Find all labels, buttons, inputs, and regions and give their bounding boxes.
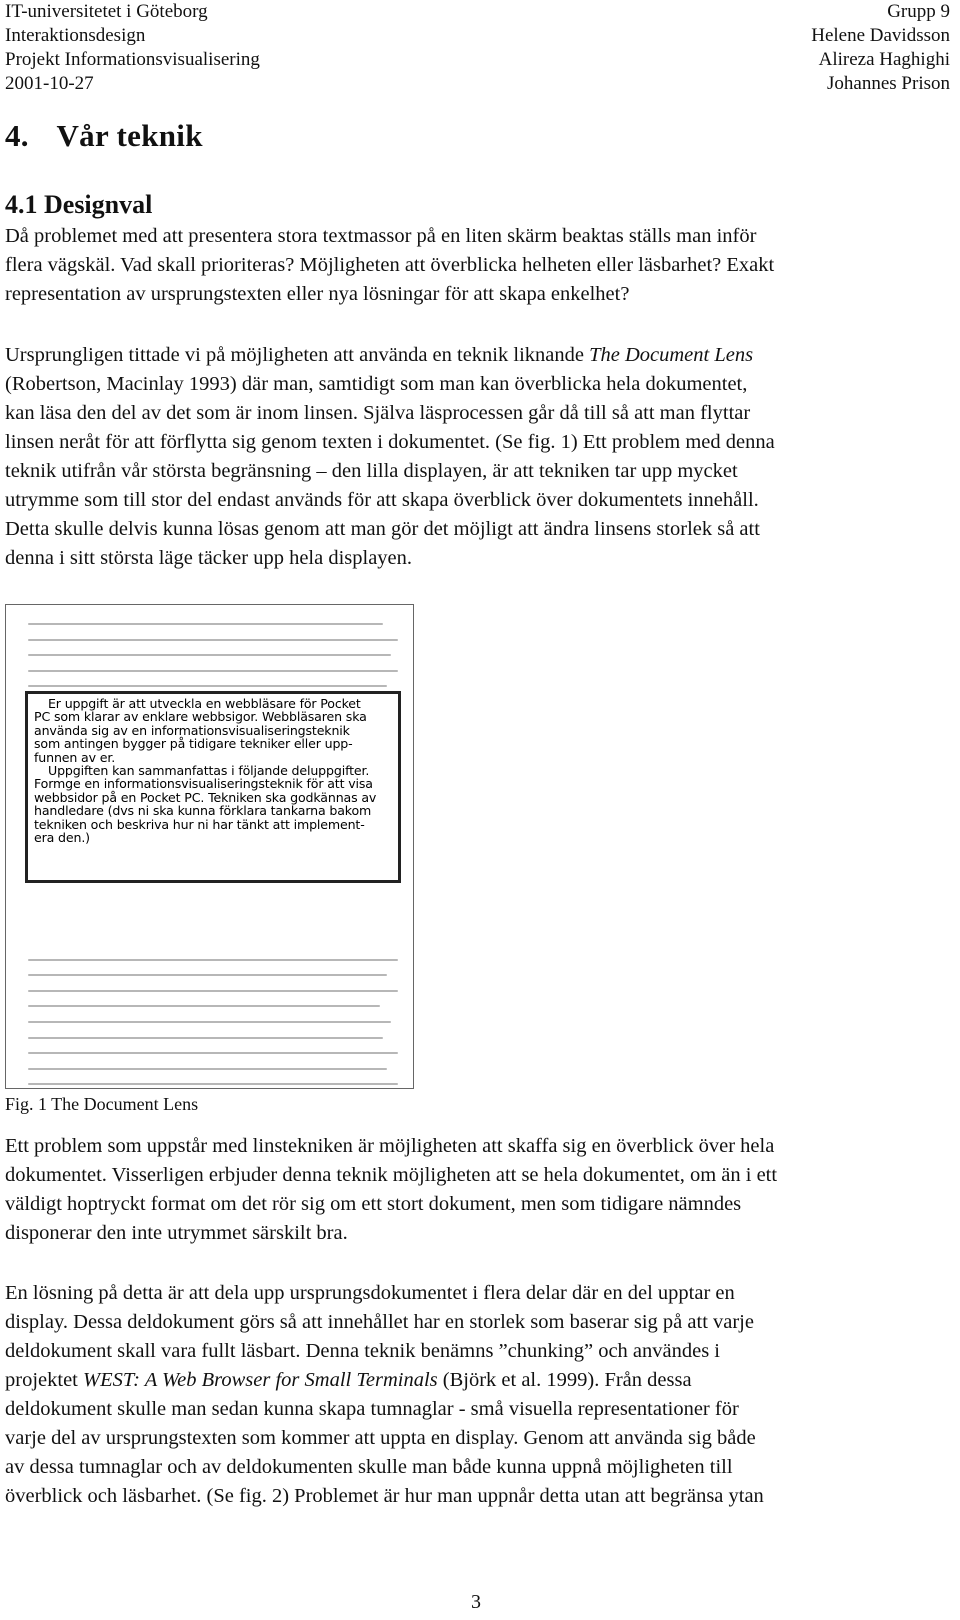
paragraph-chunking bbox=[5, 1279, 945, 1511]
lens-line: Uppgiften kan sammanfattas i följande deluppgifter. bbox=[48, 763, 370, 779]
header-author-1: Helene Davidsson bbox=[811, 25, 950, 46]
lens-line: Formge en informationsvisualiseringsteknik för att visa bbox=[34, 776, 373, 792]
text-run: Ursprungligen tittade vi på möjligheten att använda en teknik liknande bbox=[5, 344, 590, 366]
paragraph-lens-problem bbox=[5, 1132, 945, 1248]
text-line: En lösning på detta är att dela upp ursprungsdokumentet i flera delar där en del upptar en bbox=[5, 1282, 735, 1304]
text-line bbox=[5, 341, 945, 370]
header-author-2: Alireza Haghighi bbox=[818, 49, 950, 70]
lens-line: era den.) bbox=[34, 830, 90, 846]
text-line: representation av ursprungstexten eller nya lösningar för att skapa enkelhet? bbox=[5, 283, 630, 305]
text-line: överblick och läsbarhet. (Se fig. 2) Problemet är hur man uppnår detta utan att begränsa ytan bbox=[5, 1485, 764, 1507]
text-run: projektet bbox=[5, 1369, 83, 1391]
lens-line: tekniken och beskriva hur ni har tänkt att implement- bbox=[34, 816, 365, 832]
lens-line: som antingen bygger på tidigare tekniker eller upp- bbox=[34, 736, 353, 752]
text-line: disponerar den inte utrymmet särskilt bra. bbox=[5, 1222, 348, 1244]
text-line: denna i sitt största läge täcker upp hela displayen. bbox=[5, 547, 413, 569]
header-program: Interaktionsdesign bbox=[5, 25, 146, 46]
text-line: av dessa tumnaglar och av deldokumenten skulle man både kunna uppnå möjligheten till bbox=[5, 1456, 733, 1478]
header-author-3: Johannes Prison bbox=[827, 73, 950, 94]
text-line: varje del av ursprungstexten som kommer att uppta en display. Genom att använda sig både bbox=[5, 1427, 756, 1449]
lens-line: handledare (dvs ni ska kunna förklara tankarna bakom bbox=[34, 803, 372, 819]
header-date: 2001-10-27 bbox=[5, 73, 94, 94]
page-number: 3 bbox=[471, 1591, 481, 1613]
header-group: Grupp 9 bbox=[887, 1, 950, 22]
text-line: dokumentet. Visserligen erbjuder denna teknik möjligheten att se hela dokumentet, om än i ett bbox=[5, 1164, 778, 1186]
paragraph-intro bbox=[5, 222, 945, 309]
text-line: deldokument skulle man sedan kunna skapa tumnaglar - små visuella representationer för bbox=[5, 1398, 739, 1420]
section-heading bbox=[5, 118, 203, 154]
header-project: Projekt Informationsvisualisering bbox=[5, 49, 260, 70]
figure-caption: Fig. 1 The Document Lens bbox=[5, 1094, 199, 1114]
text-run: (Björk et al. 1999). Från dessa bbox=[437, 1369, 692, 1391]
lens-line: PC som klarar av enklare webbsigor. Webbläsaren ska bbox=[34, 709, 367, 725]
header-left bbox=[5, 0, 260, 96]
lens-line: Er uppgift är att utveckla en webbläsare för Pocket bbox=[48, 696, 361, 711]
section-number: 4. bbox=[5, 118, 29, 153]
text-line bbox=[5, 1366, 945, 1395]
subsection-heading: 4.1 Designval bbox=[5, 190, 153, 219]
document-lens-title: The Document Lens bbox=[589, 344, 754, 366]
text-line: Då problemet med att presentera stora textmassor på en liten skärm beaktas ställs man inför bbox=[5, 225, 757, 247]
text-line: display. Dessa deldokument görs så att innehållet har en storlek som baserar sig på att varje bbox=[5, 1311, 754, 1333]
lens-line: webbsidor på en Pocket PC. Tekniken ska godkännas av bbox=[34, 789, 377, 805]
paragraph-document-lens bbox=[5, 341, 945, 573]
text-line: deldokument skall vara fullt läsbart. Denna teknik benämns ”chunking” och användes i bbox=[5, 1340, 721, 1362]
text-line: teknik utifrån vår största begränsning – den lilla displayen, är att tekniken tar upp mycket bbox=[5, 460, 738, 482]
lens-viewport bbox=[25, 691, 401, 883]
header-university: IT-universitetet i Göteborg bbox=[5, 1, 208, 22]
header-right bbox=[811, 0, 950, 96]
lens-line: funnen av er. bbox=[34, 749, 116, 765]
text-line: Ett problem som uppstår med linstekniken är möjligheten att skaffa sig en överblick över hela bbox=[5, 1135, 775, 1157]
west-project-title: WEST: A Web Browser for Small Terminals bbox=[83, 1369, 438, 1391]
figure-document-lens bbox=[5, 604, 414, 1089]
lens-line: använda sig av en informationsvisualiseringsteknik bbox=[34, 722, 350, 738]
text-line: flera vägskäl. Vad skall prioriteras? Möjligheten att överblicka helheten eller läsbarhet? Exakt bbox=[5, 254, 775, 276]
text-line: väldigt hoptryckt format om det rör sig om ett stort dokument, men som tidigare nämndes bbox=[5, 1193, 742, 1215]
text-line: linsen neråt för att förflytta sig genom texten i dokumentet. (Se fig. 1) Ett problem med denna bbox=[5, 431, 775, 453]
section-title: Vår teknik bbox=[56, 118, 203, 153]
text-line: kan läsa den del av det som är inom linsen. Själva läsprocessen går då till så att man flyttar bbox=[5, 402, 751, 424]
text-line: utrymme som till stor del endast används för att skapa överblick över dokumentets innehåll. bbox=[5, 489, 759, 511]
text-line: (Robertson, Macinlay 1993) där man, samtidigt som man kan överblicka hela dokumentet, bbox=[5, 373, 748, 395]
text-line: Detta skulle delvis kunna lösas genom att man gör det möjligt att ändra linsens storlek så att bbox=[5, 518, 760, 540]
